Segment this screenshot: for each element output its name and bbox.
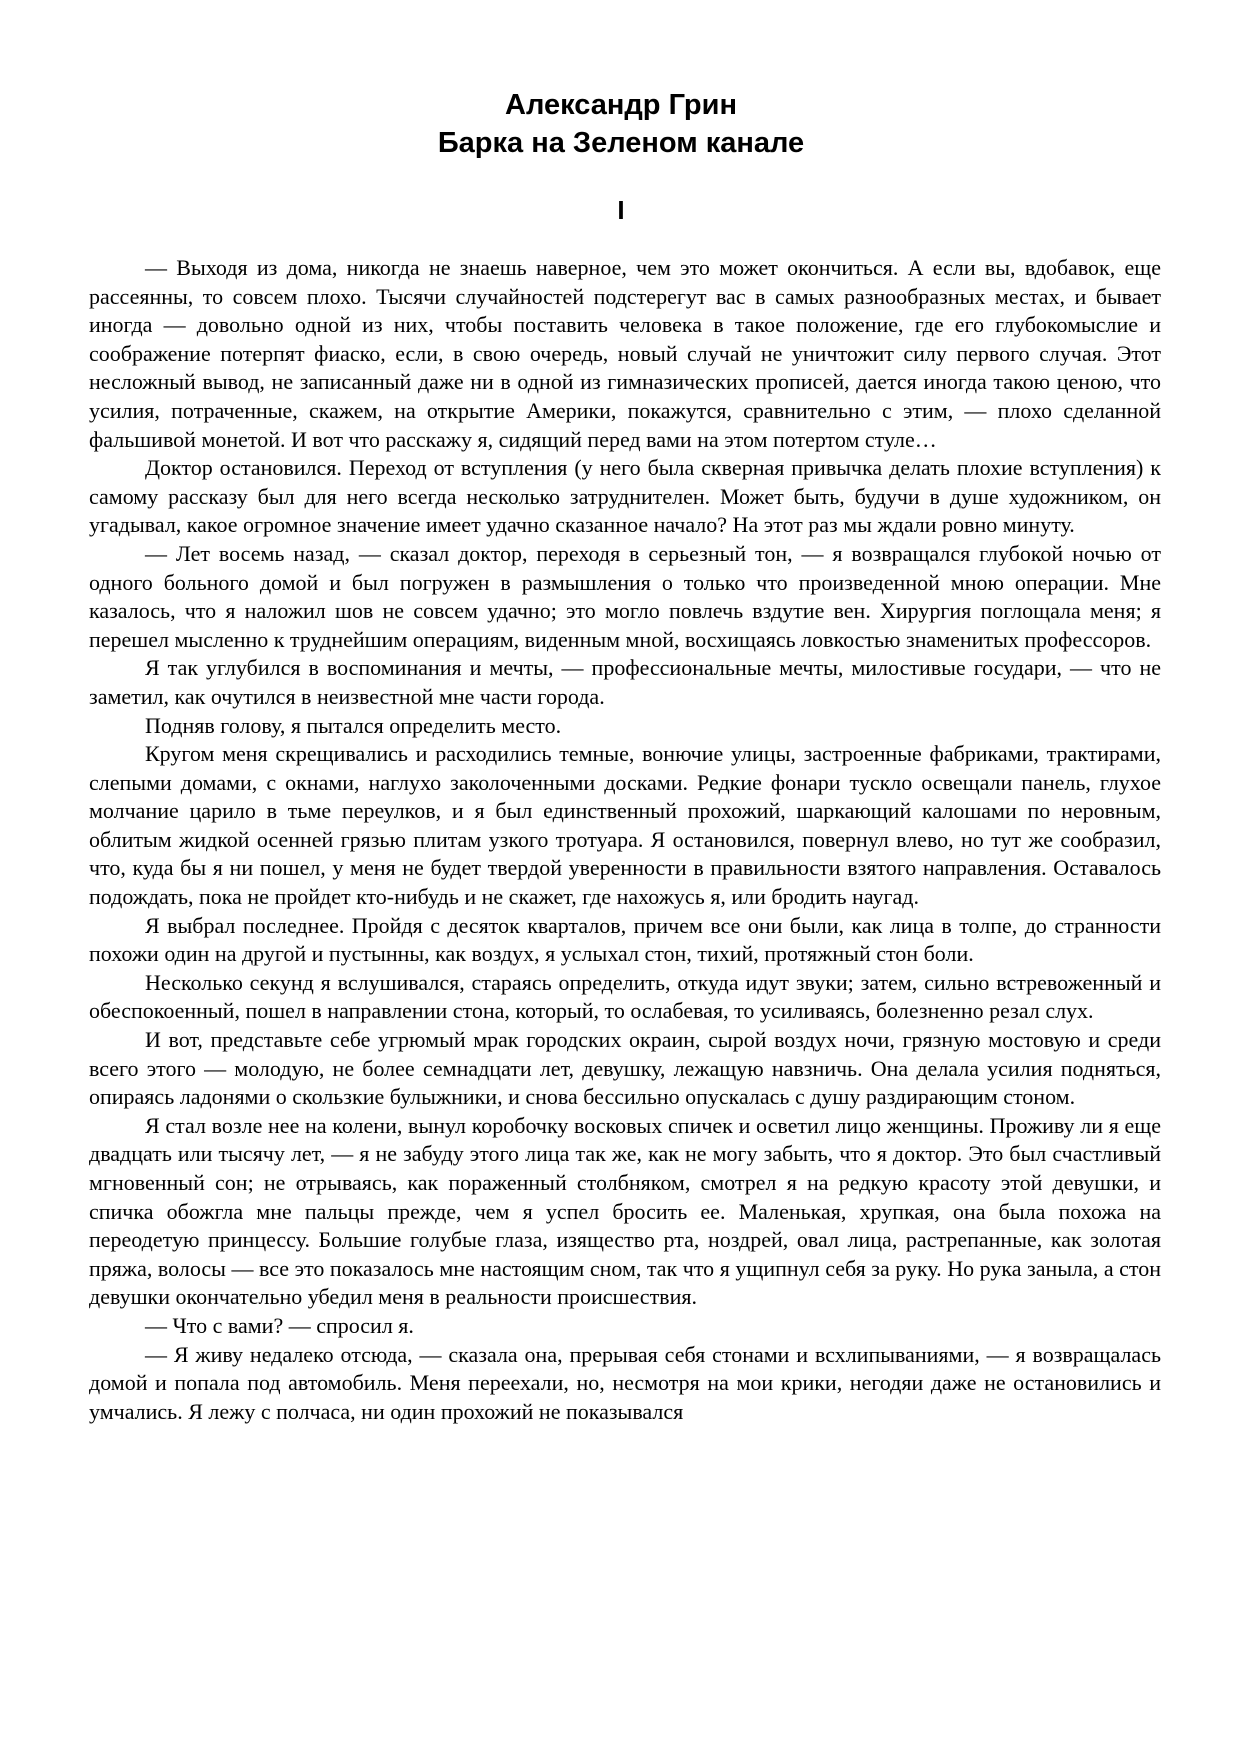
paragraph: Я так углубился в воспоминания и мечты, — профессиональные мечты, милостивые государи, — что не заметил, как очутился в неизвестной мне части города. bbox=[89, 655, 1161, 709]
chapter-heading: I bbox=[617, 195, 625, 225]
body-text bbox=[89, 254, 1161, 1426]
paragraph: Я стал возле нее на колени, вынул коробочку восковых спичек и осветил лицо женщины. Проживу ли я еще двадцать или тысячу лет, — я не забуду этого лица так же, как не могу забыть, что я доктор. Это был счастливый мгновенный сон; не отрываясь, как пораженный столбняком, смотрел я на редкую красоту этой девушки, и спичка обожгла мне пальцы прежде, чем я успел бросить ее. Маленькая, хрупкая, она была похожа на переодетую принцессу. Большие голубые глаза, изящество рта, ноздрей, овал лица, растрепанные, как золотая пряжа, волосы — все это показалось мне настоящим сном, так что я ущипнул себя за руку. Но рука заныла, а стон девушки окончательно убедил меня в реальности происшествия. bbox=[89, 1112, 1161, 1310]
paragraph: И вот, представьте себе угрюмый мрак городских окраин, сырой воздух ночи, грязную мостовую и среди всего этого — молодую, не более семнадцати лет, девушку, лежащую навзничь. Она делала усилия подняться, опираясь ладонями о скользкие булыжники, и снова бессильно опускалась с душу раздирающим стоном. bbox=[89, 1027, 1161, 1110]
paragraph: Доктор остановился. Переход от вступления (у него была скверная привычка делать плохие вступления) к самому рассказу был для него всегда несколько затруднителен. Может быть, будучи в душе художником, он угадывал, какое огромное значение имеет удачно сказанное начало? На этот раз мы ждали ровно минуту. bbox=[89, 455, 1161, 538]
paragraph: — Я живу недалеко отсюда, — сказала она, прерывая себя стонами и всхлипываниями, — я возвращалась домой и попала под автомобиль. Меня переехали, но, несмотря на мои крики, негодяи даже не остановились и умчались. Я лежу с полчаса, ни один прохожий не показывался bbox=[89, 1341, 1161, 1424]
paragraph: — Лет восемь назад, — сказал доктор, переходя в серьезный тон, — я возвращался глубокой ночью от одного больного домой и был погружен в размышления о только что произведенной мною операции. Мне казалось, что я наложил шов не совсем удачно; это могло повлечь вздутие вен. Хирургия поглощала меня; я перешел мысленно к труднейшим операциям, виденным мной, восхищаясь ловкостью знаменитых профессоров. bbox=[89, 540, 1161, 652]
paragraph: Кругом меня скрещивались и расходились темные, вонючие улицы, застроенные фабриками, трактирами, слепыми домами, с окнами, наглухо заколоченными досками. Редкие фонари тускло освещали панель, глухое молчание царило в тьме переулков, и я был единственный прохожий, шаркающий калошами по неровным, облитым жидкой осенней грязью плитам узкого тротуара. Я остановился, повернул влево, но тут же сообразил, что, куда бы я ни пошел, у меня не будет твердой уверенности в правильности взятого направления. Оставалось подождать, пока не пройдет кто-нибудь и не скажет, где нахожусь я, или бродить наугад. bbox=[89, 741, 1161, 910]
author-name: Александр Грин bbox=[505, 89, 737, 121]
paragraph: Подняв голову, я пытался определить место. bbox=[145, 712, 562, 738]
paragraph: — Что с вами? — спросил я. bbox=[145, 1312, 414, 1338]
paragraph: Несколько секунд я вслушивался, стараясь определить, откуда идут звуки; затем, сильно встревоженный и обеспокоенный, пошел в направлении стона, который, то ослабевая, то усиливаясь, болезненно резал слух. bbox=[89, 969, 1161, 1024]
paragraph: — Выходя из дома, никогда не знаешь наверное, чем это может окончиться. А если вы, вдобавок, еще рассеянны, то совсем плохо. Тысячи случайностей подстерегут вас в самых разнообразных местах, и бывает иногда — довольно одной из них, чтобы поставить человека в такое положение, где его глубокомыслие и соображение потерпят фиаско, если, в свою очередь, новый случай не уничтожит силу первого случая. Этот несложный вывод, не записанный даже ни в одной из гимназических прописей, дается иногда такою ценою, что усилия, потраченные, скажем, на открытие Америки, покажутся, сравнительно с этим, — плохо сделанной фальшивой монетой. И вот что расскажу я, сидящий перед вами на этом потертом стуле… bbox=[89, 255, 1161, 452]
paragraph: Я выбрал последнее. Пройдя с десяток кварталов, причем все они были, как лица в толпе, до странности похожи один на другой и пустынны, как воздух, я услыхал стон, тихий, протяжный стон боли. bbox=[89, 912, 1161, 967]
title-block bbox=[0, 86, 1242, 162]
book-title: Барка на Зеленом канале bbox=[437, 127, 805, 159]
